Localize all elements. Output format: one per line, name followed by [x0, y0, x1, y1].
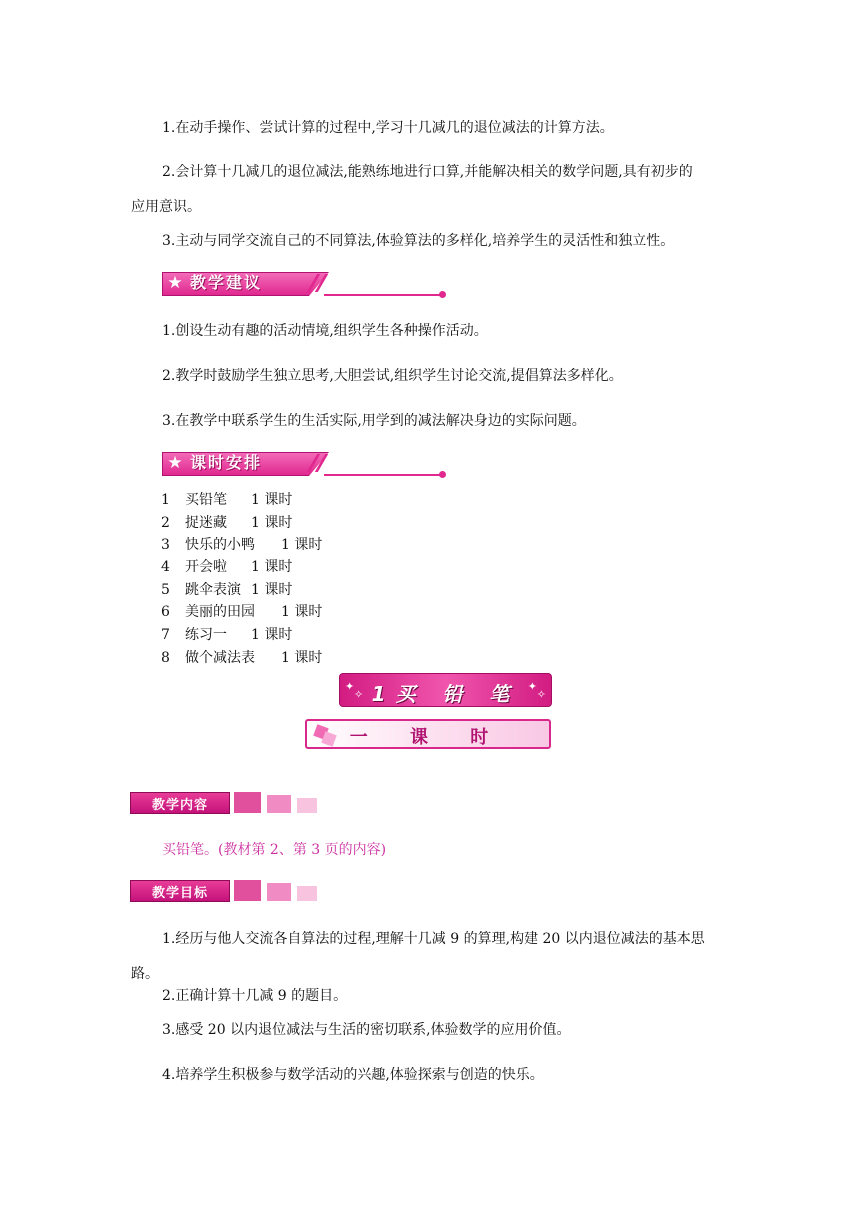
schedule-name: 买铅笔: [185, 492, 227, 508]
schedule-num: 1: [161, 492, 170, 508]
suggestion-item: 3.在教学中联系学生的生活实际,用学到的减法解决身边的实际问题。: [162, 413, 586, 429]
lesson-title: 1买 铅 笔: [371, 682, 520, 706]
goal-item: 路。: [131, 966, 159, 982]
lesson-title-banner: [339, 673, 552, 707]
schedule-num: 4: [161, 559, 170, 575]
star-icon: ✦: [527, 680, 537, 693]
schedule-name: 跳伞表演: [185, 582, 241, 598]
schedule-num: 5: [161, 582, 170, 598]
schedule-hours: 1 课时: [281, 537, 323, 553]
section-title: 教学建议: [190, 273, 263, 292]
star-icon: ★: [167, 273, 183, 293]
content-text: 买铅笔。(教材第 2、第 3 页的内容): [162, 842, 387, 858]
period-banner: [305, 719, 551, 749]
schedule-hours: 1 课时: [251, 515, 293, 531]
schedule-num: 7: [161, 627, 170, 643]
suggestion-item: 1.创设生动有趣的活动情境,组织学生各种操作活动。: [162, 323, 488, 339]
section-banner-schedule: [162, 452, 447, 478]
section-banner-suggestions: [162, 272, 447, 298]
suggestion-item: 2.教学时鼓励学生独立思考,大胆尝试,组织学生讨论交流,提倡算法多样化。: [162, 368, 623, 384]
goal-item: 2.正确计算十几减 9 的题目。: [162, 988, 348, 1004]
schedule-hours: 1 课时: [251, 559, 293, 575]
section-title: 课时安排: [190, 453, 263, 472]
schedule-hours: 1 课时: [251, 627, 293, 643]
schedule-hours: 1 课时: [251, 582, 293, 598]
period-label: 一 课 时: [349, 727, 507, 748]
schedule-num: 8: [161, 650, 170, 666]
intro-line-4: 3.主动与同学交流自己的不同算法,体验算法的多样化,培养学生的灵活性和独立性。: [162, 233, 675, 249]
schedule-num: 2: [161, 515, 170, 531]
subheading-title: 教学内容: [151, 798, 208, 813]
schedule-name: 做个减法表: [185, 650, 255, 666]
star-icon: ★: [167, 453, 183, 473]
intro-line-1: 1.在动手操作、尝试计算的过程中,学习十几减几的退位减法的计算方法。: [162, 120, 614, 136]
intro-line-3: 应用意识。: [131, 199, 201, 215]
schedule-hours: 1 课时: [281, 650, 323, 666]
schedule-name: 捉迷藏: [185, 515, 227, 531]
goal-item: 1.经历与他人交流各自算法的过程,理解十几减 9 的算理,构建 20 以内退位减法的基本思: [162, 931, 705, 947]
intro-line-2: 2.会计算十几减几的退位减法,能熟练地进行口算,并能解决相关的数学问题,具有初步的: [162, 164, 693, 180]
subheading-content: [130, 792, 320, 814]
schedule-num: 3: [161, 537, 170, 553]
star-icon: ✧: [536, 688, 546, 701]
schedule-hours: 1 课时: [281, 604, 323, 620]
subheading-goals: [130, 880, 320, 902]
star-icon: ✦: [345, 680, 355, 693]
schedule-name: 快乐的小鸭: [185, 537, 255, 553]
subheading-title: 教学目标: [151, 886, 208, 901]
schedule-num: 6: [161, 604, 170, 620]
schedule-name: 练习一: [185, 627, 227, 643]
schedule-name: 开会啦: [185, 559, 227, 575]
schedule-name: 美丽的田园: [185, 604, 255, 620]
goal-item: 3.感受 20 以内退位减法与生活的密切联系,体验数学的应用价值。: [162, 1022, 571, 1038]
goal-item: 4.培养学生积极参与数学活动的兴趣,体验探索与创造的快乐。: [162, 1067, 544, 1083]
schedule-hours: 1 课时: [251, 492, 293, 508]
star-icon: ✧: [354, 688, 364, 701]
